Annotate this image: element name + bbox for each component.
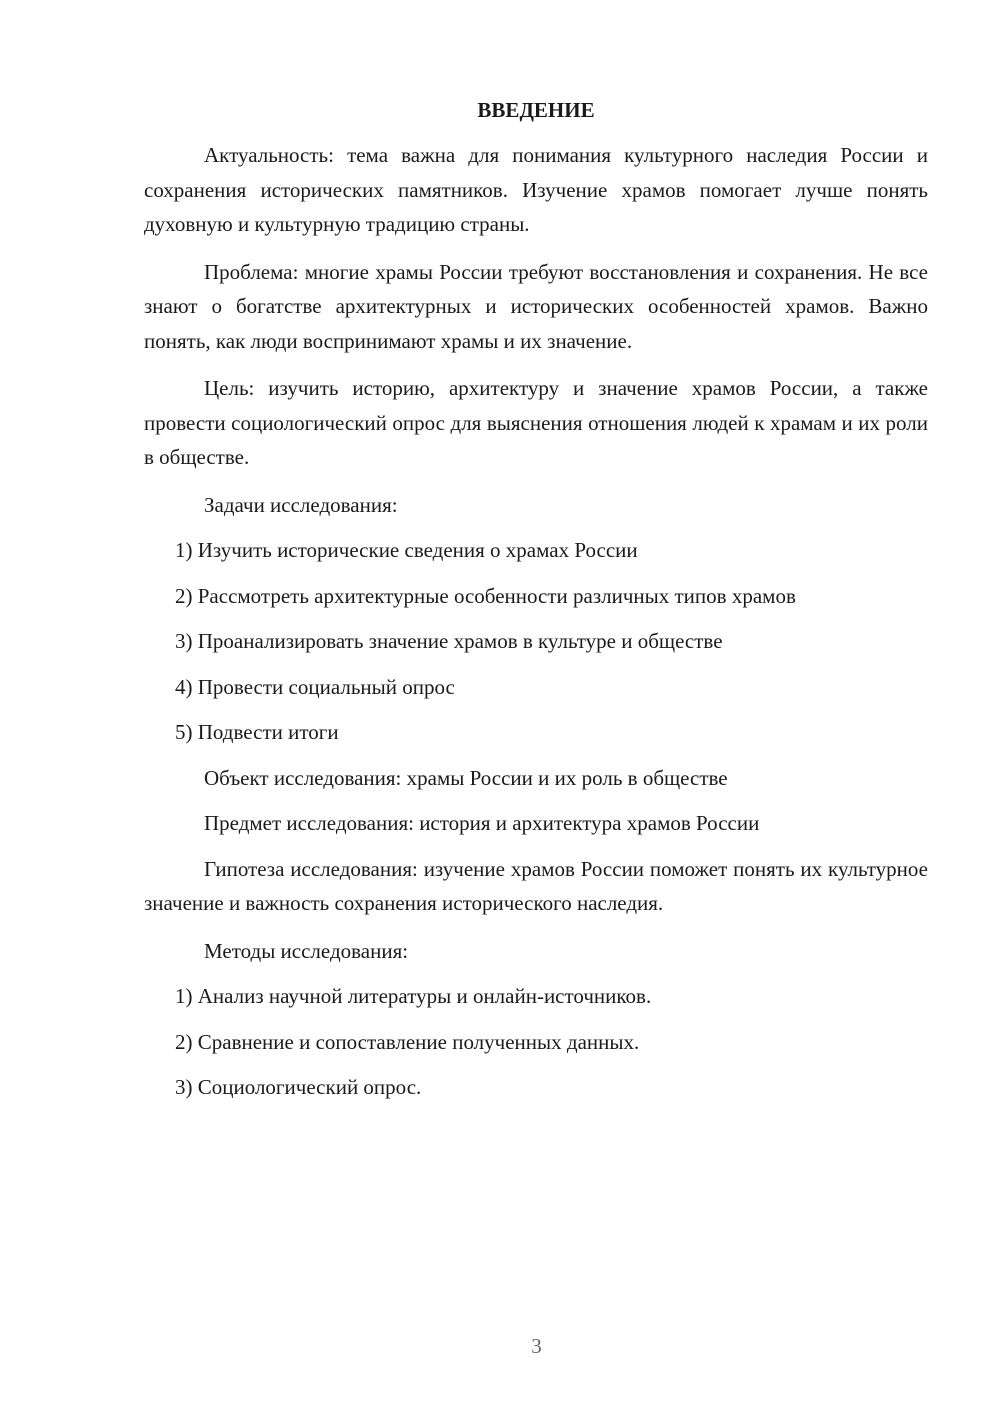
page-number: 3	[531, 1334, 542, 1358]
relevance-paragraph: Актуальность: тема важна для понимания культурного наследия России и сохранения исторических памятников. Изучение храмов помогает лучше понять духовную и культурную традицию страны.	[144, 143, 928, 236]
document-page	[144, 92, 928, 1116]
research-object: Объект исследования: храмы России и их роль в обществе	[204, 765, 728, 790]
method-item: 2) Сравнение и сопоставление полученных данных.	[175, 1029, 640, 1054]
problem-paragraph: Проблема: многие храмы России требуют восстановления и сохранения. Не все знают о богатстве архитектурных и исторических особенностей храмов. Важно понять, как люди воспринимают храмы и их значение.	[144, 259, 928, 353]
method-item: 1) Анализ научной литературы и онлайн-источников.	[175, 984, 652, 1008]
section-title: ВВЕДЕНИЕ	[477, 98, 595, 122]
task-item: 4) Провести социальный опрос	[175, 674, 455, 699]
research-subject: Предмет исследования: история и архитектура храмов России	[204, 811, 760, 835]
task-item: 3) Проанализировать значение храмов в культуре и обществе	[175, 629, 723, 653]
task-item: 2) Рассмотреть архитектурные особенности различных типов храмов	[175, 583, 796, 608]
methods-heading: Методы исследования:	[204, 938, 409, 963]
methods-list	[144, 979, 928, 1105]
task-item: 5) Подвести итоги	[175, 720, 339, 744]
hypothesis-paragraph: Гипотеза исследования: изучение храмов России поможет понять их культурное значение и важность сохранения исторического наследия.	[144, 856, 928, 915]
tasks-heading: Задачи исследования:	[204, 492, 398, 517]
tasks-list	[144, 533, 928, 750]
method-item: 3) Социологический опрос.	[175, 1075, 422, 1099]
task-item: 1) Изучить исторические сведения о храмах России	[175, 538, 638, 562]
goal-paragraph: Цель: изучить историю, архитектуру и значение храмов России, а также провести социологический опрос для выяснения отношения людей к храмам и их роли в обществе.	[144, 376, 928, 469]
